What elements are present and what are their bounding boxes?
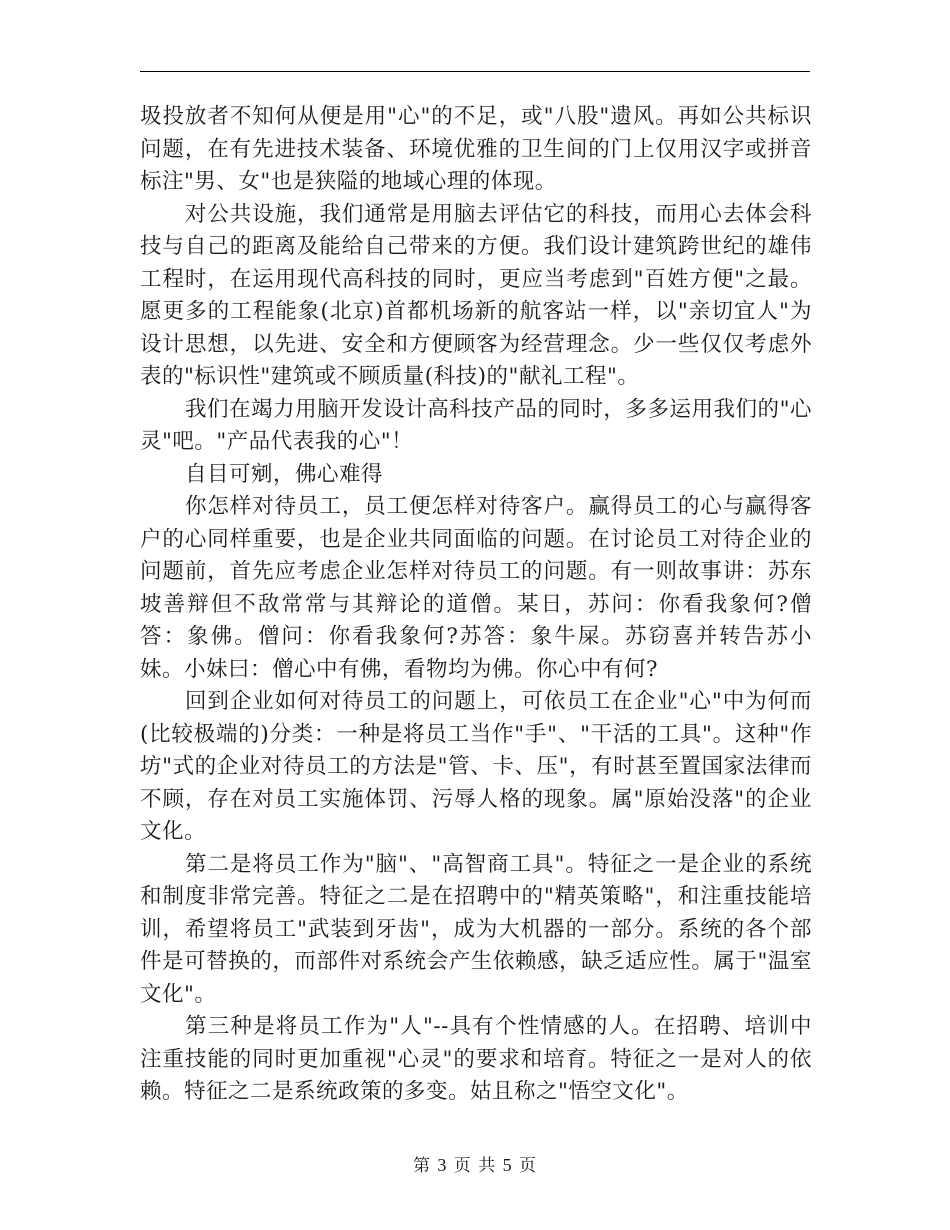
section-heading: 自目可剜，佛心难得 — [185, 461, 384, 487]
body-text — [140, 101, 812, 1109]
paragraph: 对公共设施，我们通常是用脑去评估它的科技，而用心去体会科技与自己的距离及能给自己带来的方便。我们设计建筑跨世纪的雄伟工程时，在运用现代高科技的同时，更应当考虑到"百姓方便"之最。愿更多的工程能象(北京)首都机场新的航客站一样，以"亲切宜人"为设计思想，以先进、安全和方便顾客为经营理念。少一些仅仅考虑外表的"标识性"建筑或不顾质量(科技)的"献礼工程"。 — [140, 201, 812, 389]
page-footer — [0, 1155, 950, 1176]
footer-current-page: 3 — [437, 1155, 448, 1175]
header-rule — [140, 71, 810, 72]
paragraph: 你怎样对待员工，员工便怎样对待客户。赢得员工的心与赢得客户的心同样重要，也是企业共同面临的问题。在讨论员工对待企业的问题前，首先应考虑企业怎样对待员工的问题。有一则故事讲：苏东坡善辩但不敌常常与其辩论的道僧。某日，苏问：你看我象何?僧答：象佛。僧问：你看我象何?苏答：象牛屎。苏窃喜并转告苏小妹。小妹曰：僧心中有佛，看物均为佛。你心中有何? — [140, 494, 812, 682]
paragraph: 第三种是将员工作为"人"--具有个性情感的人。在招聘、培训中注重技能的同时更加重视"心灵"的要求和培育。特征之一是对人的依赖。特征之二是系统政策的多变。姑且称之"悟空文化"。 — [140, 1014, 812, 1104]
paragraph: 第二是将员工作为"脑"、"高智商工具"。特征之一是企业的系统和制度非常完善。特征之二是在招聘中的"精英策略"，和注重技能培训，希望将员工"武装到牙齿"，成为大机器的一部分。系统的各个部件是可替换的，而部件对系统会产生依赖感，缺乏适应性。属于"温室文化"。 — [140, 851, 812, 1007]
footer-prefix: 第 — [412, 1156, 431, 1176]
paragraph: 我们在竭力用脑开发设计高科技产品的同时，多多运用我们的"心灵"吧。"产品代表我的心"！ — [140, 396, 812, 454]
footer-suffix: 页 — [519, 1156, 538, 1176]
paragraph: 回到企业如何对待员工的问题上，可依员工在企业"心"中为何而(比较极端的)分类：一种是将员工当作"手"、"干活的工具"。这种"作坊"式的企业对待员工的方法是"管、卡、压"，有时甚至置国家法律而不顾，存在对员工实施体罚、污辱人格的现象。属"原始没落"的企业文化。 — [140, 689, 812, 844]
footer-middle: 页 共 — [453, 1156, 497, 1176]
paragraph: 圾投放者不知何从便是用"心"的不足，或"八股"遗风。再如公共标识问题，在有先进技术装备、环境优雅的卫生间的门上仅用汉字或拼音标注"男、女"也是狭隘的地域心理的体现。 — [140, 104, 812, 194]
footer-total-pages: 5 — [502, 1155, 513, 1175]
